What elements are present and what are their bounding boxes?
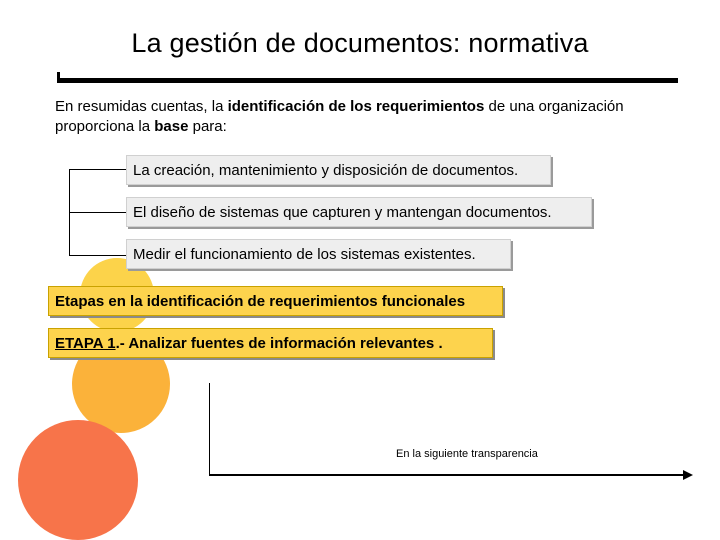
list-item-system-design: El diseño de sistemas que capturen y mantengan documentos. — [126, 197, 592, 227]
stage-1-label: ETAPA 1 — [55, 335, 116, 352]
axis-note: En la siguiente transparencia — [396, 448, 538, 460]
intro-text-3: para: — [188, 118, 227, 135]
title-underline-rule — [57, 78, 678, 83]
bracket-connector-3 — [69, 255, 126, 256]
intro-bold-base: base — [154, 118, 189, 135]
intro-paragraph — [55, 97, 695, 137]
decorative-circle-red — [18, 420, 138, 540]
list-item-creation: La creación, mantenimiento y disposición de documentos. — [126, 155, 551, 185]
intro-bold-requirements: identificación de los requerimientos — [227, 98, 485, 115]
axis-horizontal-line — [209, 474, 684, 476]
intro-text-1: En resumidas cuentas, la — [55, 98, 228, 115]
intro-text-2: de una organización proporciona la — [55, 98, 624, 135]
stage-1-box — [48, 328, 493, 358]
stages-heading-box: Etapas en la identificación de requerimientos funcionales — [48, 286, 503, 316]
bracket-connector-1 — [69, 169, 126, 170]
bracket-connector-2 — [69, 212, 126, 213]
list-item-performance: Medir el funcionamiento de los sistemas existentes. — [126, 239, 511, 269]
slide-title: La gestión de documentos: normativa — [131, 28, 589, 58]
arrow-right-icon — [683, 470, 693, 480]
stage-1-text: .- Analizar fuentes de información relevantes . — [115, 335, 443, 352]
axis-vertical-line — [209, 383, 210, 475]
